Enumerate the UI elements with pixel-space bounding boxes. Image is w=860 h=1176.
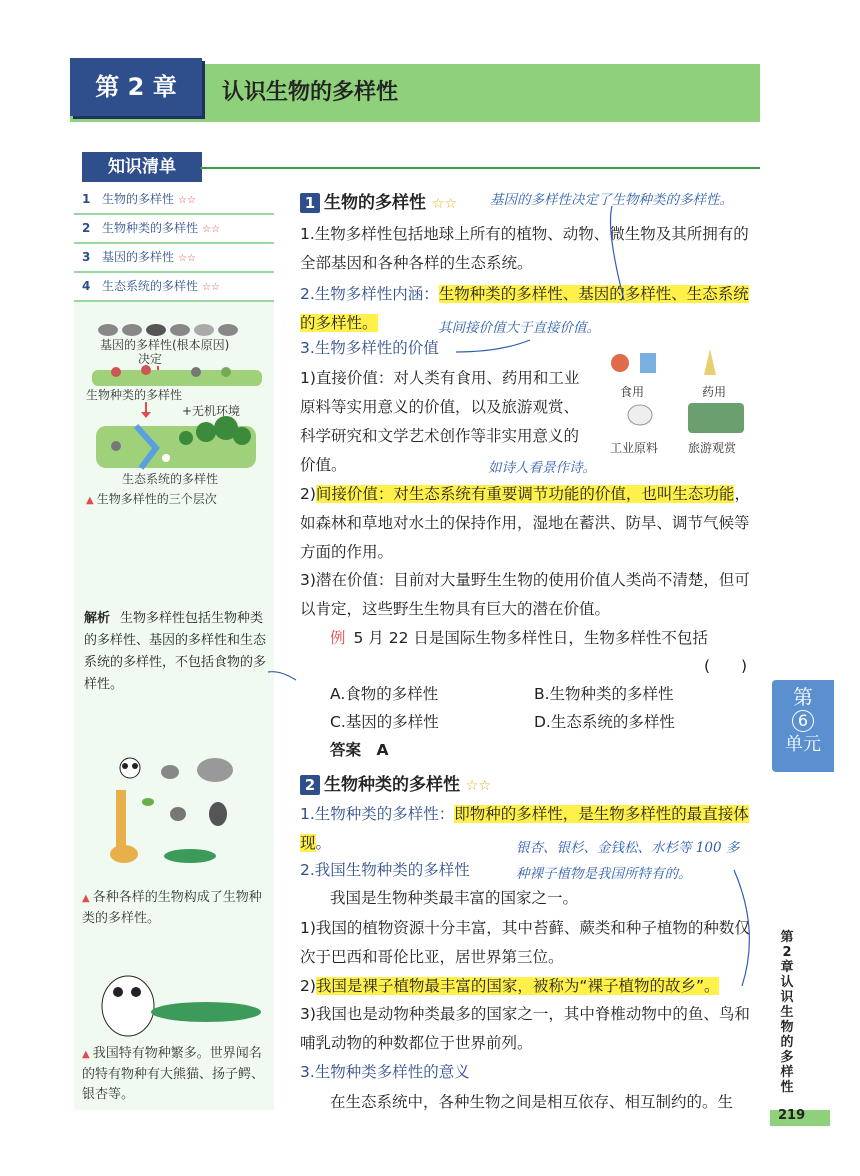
subheading: 3.生物种类多样性的意义	[300, 1063, 470, 1081]
option: C.基因的多样性	[330, 713, 439, 731]
paragraph: 1)我国的植物资源十分丰富，其中苔藓、蕨类和种子植物的种数仅次于巴西和哥伦比亚，居世界第三位。	[300, 919, 750, 966]
china-species-caption: ▲ 我国特有物种繁多。世界闻名的特有物种有大熊猫、扬子鳄、银杏等。	[82, 1046, 265, 1102]
paragraph: 2.生物多样性内涵：生物种类的多样性、基因的多样性、生态系统的多样性。	[300, 285, 749, 332]
use-label: 工业原料	[610, 441, 659, 455]
paragraph: 3)潜在价值：目前对大量野生生物的使用价值人类尚不清楚，但可以肯定，这些野生生物具有巨大的潜在价值。	[300, 571, 750, 618]
chapter-side-label: 第2章 认识生物的多样性	[780, 930, 807, 1095]
knowledge-item: 2 生物种类的多样性 ☆☆	[74, 215, 274, 244]
knowledge-item: 3 基因的多样性 ☆☆	[74, 244, 274, 273]
knowledge-item: 4 生态系统的多样性 ☆☆	[74, 273, 274, 302]
levels-caption: ▲ 生物多样性的三个层次	[86, 492, 217, 506]
use-label: 药用	[702, 385, 727, 399]
paragraph: 2)间接价值：对生态系统有重要调节功能的价值，也叫生态功能，如森林和草地对水土的保持作用，湿地在蓄洪、防旱、调节气候等方面的作用。	[300, 485, 750, 561]
handwritten-note: 银杏、银杉、金钱松、水杉等 100 多	[516, 840, 740, 856]
knowledge-item: 1 生物的多样性 ☆☆	[74, 186, 274, 215]
handwritten-note: 种裸子植物是我国所特有的。	[516, 866, 692, 882]
section-number: 1	[300, 193, 320, 213]
star-icon: ☆☆	[431, 196, 458, 212]
answer: 答案 A	[330, 741, 389, 759]
species-caption: ▲ 各种各样的生物构成了生物种类的多样性。	[82, 890, 262, 926]
page-number: 219	[778, 1108, 806, 1123]
handwritten-note: 如诗人看景作诗。	[488, 460, 596, 476]
chapter-number: 第 2 章	[70, 58, 202, 116]
ecosystem-diversity-label: 生态系统的多样性	[122, 472, 219, 486]
section-2-heading: 2 生物种类的多样性 ☆☆	[300, 770, 491, 795]
example: 例 5 月 22 日是国际生物多样性日，生物多样性不包括	[330, 629, 708, 647]
section-number: 2	[300, 775, 320, 795]
option: A.食物的多样性	[330, 685, 439, 703]
analysis-text: 生物多样性包括生物种类的多样性、基因的多样性和生态系统的多样性，不包括食物的多样性。	[84, 611, 267, 692]
paragraph: 我国是生物种类最丰富的国家之一。	[330, 889, 579, 907]
subheading: 2.我国生物种类的多样性	[300, 861, 470, 879]
paragraph: 1.生物种类的多样性：即物种的多样性，是生物多样性的最直接体现。	[300, 805, 749, 852]
abiotic-label: +无机环境	[182, 404, 241, 418]
knowledge-list-tab: 知识清单	[82, 152, 202, 182]
gene-diversity-label: 基因的多样性(根本原因)	[100, 338, 230, 352]
star-icon: ☆☆	[465, 778, 492, 794]
handwritten-note: 其间接价值大于直接价值。	[438, 320, 600, 336]
section-1-heading: 1 生物的多样性 ☆☆	[300, 188, 457, 213]
paragraph: 3)我国也是动物种类最多的国家之一，其中脊椎动物中的鱼、鸟和哺乳动物的种数都位于世界前列。	[300, 1005, 750, 1052]
paragraph: 2)我国是裸子植物最丰富的国家，被称为“裸子植物的故乡”。	[300, 977, 720, 995]
subheading: 3.生物多样性的价值	[300, 339, 439, 357]
answer-bracket: ( )	[704, 657, 748, 675]
analysis-label: 解析	[84, 611, 111, 626]
paragraph: 1.生物多样性包括地球上所有的植物、动物、微生物及其所拥有的全部基因和各种各样的生态系统。	[300, 225, 749, 272]
option: B.生物种类的多样性	[534, 685, 674, 703]
use-label: 旅游观赏	[688, 441, 737, 455]
paragraph: 在生态系统中，各种生物之间是相互依存、相互制约的。生	[330, 1093, 734, 1111]
decide-label: 决定	[138, 352, 163, 366]
paragraph: 1)直接价值：对人类有食用、药用和工业原料等实用意义的价值，以及旅游观赏、科学研究和文学艺术创作等非实用意义的价值。	[300, 369, 580, 474]
handwritten-note: 基因的多样性决定了生物种类的多样性。	[490, 192, 733, 208]
chapter-title: 认识生物的多样性	[222, 80, 399, 105]
unit-tab: 第 6 单元	[772, 680, 834, 772]
triangle-icon: ▲	[86, 495, 94, 506]
use-label: 食用	[620, 385, 645, 399]
option: D.生态系统的多样性	[534, 713, 675, 731]
species-diversity-label: 生物种类的多样性	[86, 388, 183, 402]
